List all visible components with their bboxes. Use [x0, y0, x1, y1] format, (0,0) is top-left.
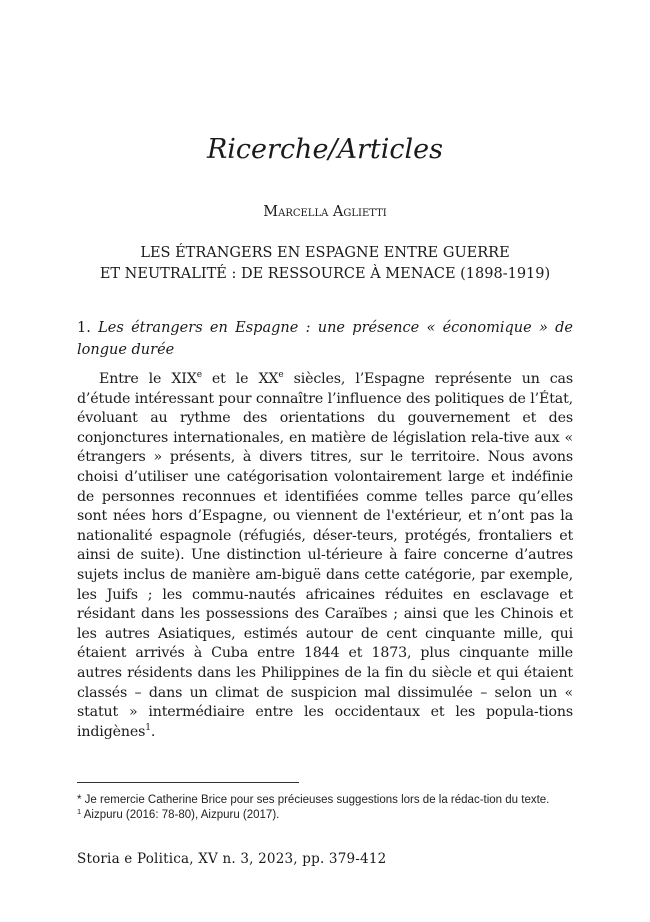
section-number: 1.	[77, 320, 91, 336]
body-text-part: et le XX	[201, 371, 279, 387]
body-text-part: siècles, l’Espagne représente un cas d’étude intéressant pour connaître l’influence des politiques de l’État, évoluant au rythme des orientations du gouvernement et des conjonctures internationales, en matière de législation rela-tive aux « étrangers » présents, à divers titres, sur le territoire. Nous avons choisi d’utiliser une catégorisation volontairement large et indéfinie de personnes reconnues et identifiées comme telles parce qu’elles sont nées hors d’Espagne, ou viennent de l'extérieur, et n’ont pas la nationalité espagnole (réfugiés, déser-teurs, protégés, frontaliers et ainsi de suite). Une distinction ul-térieure à faire concerne d’autres sujets inclus de manière am-biguë dans cette catégorie, par exemple, les Juifs ; les commu-nautés africaines réduites en esclavage et résidant dans les possessions des Caraïbes ; ainsi que les Chinois et les autres Asiatiques, estimés autour de cent cinquante mille, qui étaient arrivés à Cuba entre 1844 et 1873, plus cinquante mille autres résidents dans les Philippines de la fin du siècle et qui étaient classés – dans un climat de suspicion mal dissimulée – selon un « statut » intermédiaire entre les occidentaux et les popula-tions indigènes	[77, 371, 573, 740]
section-heading-text: Les étrangers en Espagne : une présence « économique » de longue durée	[77, 320, 574, 358]
body-text-part: Entre le XIX	[99, 371, 197, 387]
journal-reference: Storia e Politica, XV n. 3, 2023, pp. 379-412	[77, 851, 387, 867]
body-paragraph	[77, 370, 573, 742]
footnote-1-text: Aizpuru (2016: 78-80), Aizpuru (2017).	[81, 809, 280, 821]
article-title	[60, 243, 590, 285]
author-name: Marcella Aglietti	[263, 204, 387, 220]
article-title-line-1: LES ÉTRANGERS EN ESPAGNE ENTRE GUERRE	[140, 245, 510, 261]
footnote-marker: 1	[77, 807, 82, 816]
superscript-e: e	[278, 370, 284, 380]
footnote-divider	[77, 782, 299, 783]
section-title: Ricerche/Articles	[206, 134, 444, 165]
footnote-star: * Je remercie Catherine Brice pour ses précieuses suggestions lors de la rédac-tion du texte.	[77, 794, 550, 806]
article-title-line-2: ET NEUTRALITÉ : DE RESSOURCE À MENACE (1898-1919)	[99, 266, 551, 282]
section-heading	[77, 317, 573, 361]
body-text-part: .	[150, 723, 156, 740]
footnote-1	[77, 808, 573, 823]
superscript-e: e	[196, 370, 202, 380]
footnote-reference[interactable]: 1	[145, 722, 151, 733]
footnotes	[77, 793, 573, 823]
